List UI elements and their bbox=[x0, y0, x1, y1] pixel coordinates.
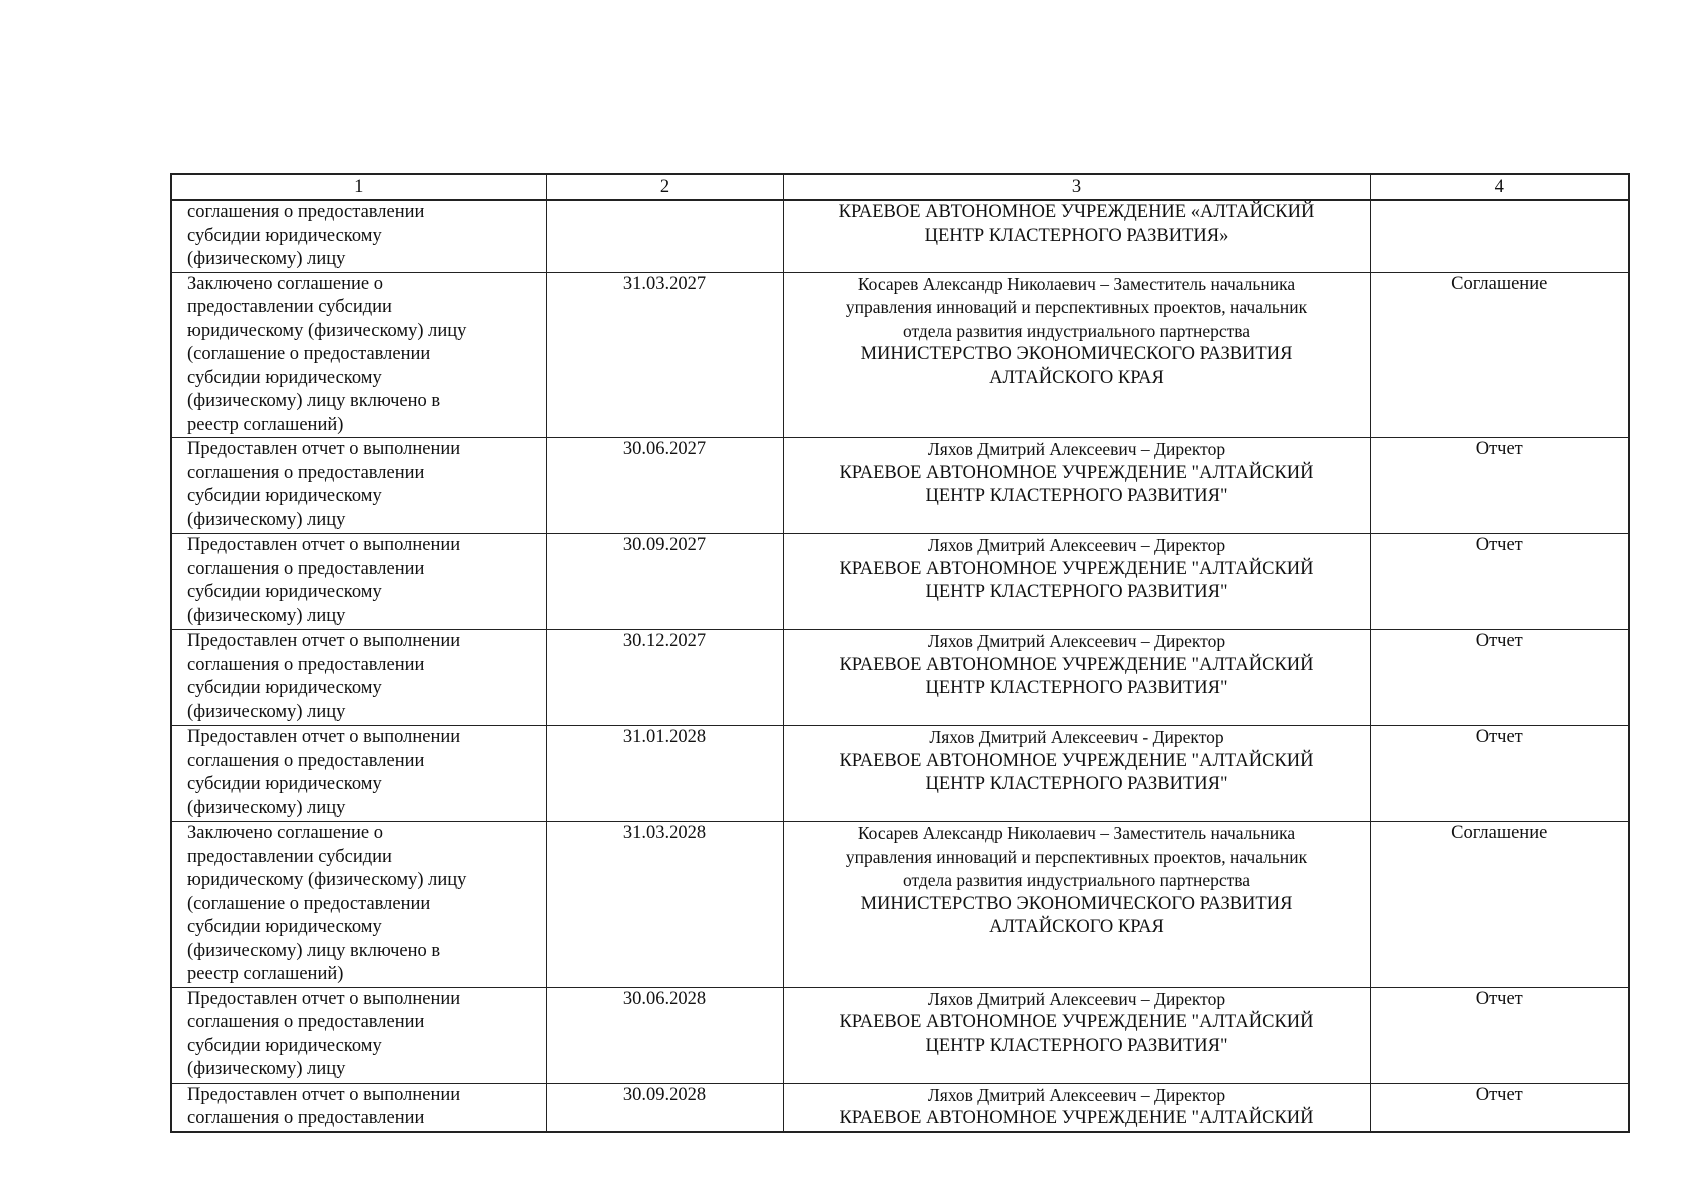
status-text-line: соглашения о предоставлении bbox=[187, 462, 425, 483]
status-text-line: юридическому (физическому) лицу bbox=[187, 320, 467, 341]
status-text-line: Предоставлен отчет о выполнении bbox=[187, 727, 461, 747]
responsible-cell bbox=[783, 630, 1370, 726]
responsible-person-line: Ляхов Дмитрий Алексеевич – Директор bbox=[927, 631, 1226, 651]
document-type: Отчет bbox=[1475, 727, 1523, 747]
due-date: 30.09.2028 bbox=[622, 1084, 707, 1105]
document-type-cell bbox=[1370, 726, 1629, 822]
date-cell bbox=[546, 822, 783, 988]
status-cell bbox=[171, 534, 546, 630]
status-text-line: (соглашение о предоставлении bbox=[187, 893, 431, 914]
document-type-cell bbox=[1370, 822, 1629, 988]
organization-line: КРАЕВОЕ АВТОНОМНОЕ УЧРЕЖДЕНИЕ "АЛТАЙСКИЙ bbox=[839, 462, 1314, 483]
status-text-line: Предоставлен отчет о выполнении bbox=[187, 439, 461, 459]
date-cell bbox=[546, 987, 783, 1083]
organization-line: АЛТАЙСКОГО КРАЯ bbox=[989, 917, 1164, 937]
status-text-line: субсидии юридическому bbox=[187, 367, 382, 388]
status-text-line: соглашения о предоставлении bbox=[187, 750, 425, 771]
control-points-table bbox=[170, 173, 1630, 1133]
status-text-line: Заключено соглашение о bbox=[187, 823, 384, 843]
status-text-line: (физическому) лицу bbox=[187, 509, 346, 530]
table-row bbox=[171, 272, 1629, 438]
due-date: 30.06.2028 bbox=[622, 988, 707, 1009]
date-cell bbox=[546, 438, 783, 534]
document-type: Отчет bbox=[1475, 988, 1523, 1009]
date-cell bbox=[546, 534, 783, 630]
date-cell bbox=[546, 272, 783, 438]
status-text-line: реестр соглашений) bbox=[187, 964, 344, 984]
organization-line: ЦЕНТР КЛАСТЕРНОГО РАЗВИТИЯ" bbox=[925, 678, 1228, 698]
status-cell bbox=[171, 200, 546, 272]
responsible-person-line: Ляхов Дмитрий Алексеевич – Директор bbox=[927, 535, 1226, 555]
document-type-cell bbox=[1370, 1083, 1629, 1132]
status-cell bbox=[171, 822, 546, 988]
status-text-line: (физическому) лицу bbox=[187, 701, 346, 722]
status-cell bbox=[171, 272, 546, 438]
due-date: 30.06.2027 bbox=[622, 439, 707, 459]
status-text-line: предоставлении субсидии bbox=[187, 297, 392, 317]
status-text-line: Предоставлен отчет о выполнении bbox=[187, 535, 461, 555]
status-text-line: субсидии юридическому bbox=[187, 225, 382, 246]
responsible-person-line: Ляхов Дмитрий Алексеевич – Директор bbox=[927, 988, 1226, 1009]
table-row bbox=[171, 200, 1629, 272]
status-text-line: субсидии юридическому bbox=[187, 917, 382, 937]
status-text-line: соглашения о предоставлении bbox=[187, 558, 425, 579]
column-number-2: 2 bbox=[546, 174, 783, 200]
date-cell bbox=[546, 630, 783, 726]
status-text-line: (физическому) лицу bbox=[187, 797, 346, 818]
status-text-line: соглашения о предоставлении bbox=[187, 654, 425, 675]
document-type: Соглашение bbox=[1451, 823, 1548, 843]
status-text-line: Предоставлен отчет о выполнении bbox=[187, 988, 461, 1009]
responsible-person-line: Ляхов Дмитрий Алексеевич - Директор bbox=[929, 727, 1224, 747]
status-text-line: соглашения о предоставлении bbox=[187, 202, 425, 222]
organization-line: КРАЕВОЕ АВТОНОМНОЕ УЧРЕЖДЕНИЕ "АЛТАЙСКИЙ bbox=[839, 654, 1314, 675]
status-text-line: Заключено соглашение о bbox=[187, 273, 384, 294]
responsible-person-line: управления инноваций и перспективных проектов, начальник bbox=[845, 297, 1308, 317]
responsible-cell bbox=[783, 987, 1370, 1083]
responsible-person-line: отдела развития индустриального партнерства bbox=[902, 320, 1251, 341]
document-type: Отчет bbox=[1475, 535, 1523, 555]
document-type-cell bbox=[1370, 200, 1629, 272]
status-text-line: Предоставлен отчет о выполнении bbox=[187, 631, 461, 651]
status-text-line: (физическому) лицу bbox=[187, 1059, 346, 1079]
organization-line: КРАЕВОЕ АВТОНОМНОЕ УЧРЕЖДЕНИЕ "АЛТАЙСКИЙ bbox=[839, 1012, 1314, 1032]
responsible-cell bbox=[783, 1083, 1370, 1132]
status-text-line: юридическому (физическому) лицу bbox=[187, 870, 467, 890]
responsible-cell bbox=[783, 438, 1370, 534]
responsible-person-line: Косарев Александр Николаевич – Заместитель начальника bbox=[857, 823, 1296, 843]
status-text-line: предоставлении субсидии bbox=[187, 846, 392, 867]
responsible-cell bbox=[783, 534, 1370, 630]
due-date: 31.03.2028 bbox=[622, 823, 707, 843]
organization-line: МИНИСТЕРСТВО ЭКОНОМИЧЕСКОГО РАЗВИТИЯ bbox=[860, 344, 1293, 364]
column-number-3: 3 bbox=[783, 174, 1370, 200]
document-type-cell bbox=[1370, 438, 1629, 534]
due-date: 30.09.2027 bbox=[622, 535, 707, 555]
responsible-person-line: отдела развития индустриального партнерства bbox=[902, 870, 1251, 890]
status-cell bbox=[171, 630, 546, 726]
responsible-person-line: Ляхов Дмитрий Алексеевич – Директор bbox=[927, 1084, 1226, 1105]
responsible-cell bbox=[783, 272, 1370, 438]
table-row bbox=[171, 438, 1629, 534]
organization-line: ЦЕНТР КЛАСТЕРНОГО РАЗВИТИЯ" bbox=[925, 774, 1228, 794]
due-date: 31.03.2027 bbox=[622, 273, 707, 294]
responsible-cell bbox=[783, 726, 1370, 822]
table-row bbox=[171, 987, 1629, 1083]
responsible-person-line: управления инноваций и перспективных проектов, начальник bbox=[845, 846, 1308, 867]
organization-line: КРАЕВОЕ АВТОНОМНОЕ УЧРЕЖДЕНИЕ "АЛТАЙСКИЙ bbox=[839, 1108, 1314, 1128]
document-type-cell bbox=[1370, 630, 1629, 726]
due-date: 31.01.2028 bbox=[622, 727, 707, 747]
status-text-line: (физическому) лицу bbox=[187, 605, 346, 626]
table-row bbox=[171, 1083, 1629, 1132]
status-cell bbox=[171, 1083, 546, 1132]
organization-line: КРАЕВОЕ АВТОНОМНОЕ УЧРЕЖДЕНИЕ "АЛТАЙСКИЙ bbox=[839, 558, 1314, 579]
organization-line: АЛТАЙСКОГО КРАЯ bbox=[989, 367, 1164, 388]
status-text-line: Предоставлен отчет о выполнении bbox=[187, 1084, 461, 1105]
status-cell bbox=[171, 726, 546, 822]
status-text-line: соглашения о предоставлении bbox=[187, 1012, 425, 1032]
date-cell bbox=[546, 200, 783, 272]
table-row bbox=[171, 630, 1629, 726]
date-cell bbox=[546, 726, 783, 822]
status-cell bbox=[171, 438, 546, 534]
due-date: 30.12.2027 bbox=[622, 631, 707, 651]
responsible-person-line: Ляхов Дмитрий Алексеевич – Директор bbox=[927, 439, 1226, 459]
document-type: Соглашение bbox=[1451, 273, 1548, 294]
responsible-cell bbox=[783, 200, 1370, 272]
table-body bbox=[171, 200, 1629, 1132]
document-type-cell bbox=[1370, 272, 1629, 438]
document-type-cell bbox=[1370, 987, 1629, 1083]
status-text-line: субсидии юридическому bbox=[187, 582, 382, 602]
status-text-line: соглашения о предоставлении bbox=[187, 1108, 425, 1128]
organization-line: КРАЕВОЕ АВТОНОМНОЕ УЧРЕЖДЕНИЕ "АЛТАЙСКИЙ bbox=[839, 750, 1314, 771]
status-text-line: (соглашение о предоставлении bbox=[187, 344, 431, 364]
document-type: Отчет bbox=[1475, 439, 1523, 459]
document-type-cell bbox=[1370, 534, 1629, 630]
organization-line: ЦЕНТР КЛАСТЕРНОГО РАЗВИТИЯ" bbox=[925, 582, 1228, 602]
document-type: Отчет bbox=[1475, 1084, 1523, 1105]
status-text-line: реестр соглашений) bbox=[187, 414, 344, 435]
column-number-1: 1 bbox=[171, 174, 546, 200]
table-row bbox=[171, 726, 1629, 822]
status-text-line: (физическому) лицу включено в bbox=[187, 940, 441, 961]
column-number-row bbox=[171, 174, 1629, 200]
status-text-line: субсидии юридическому bbox=[187, 774, 382, 794]
column-number-4: 4 bbox=[1370, 174, 1629, 200]
organization-line: МИНИСТЕРСТВО ЭКОНОМИЧЕСКОГО РАЗВИТИЯ bbox=[860, 893, 1293, 914]
organization-line: ЦЕНТР КЛАСТЕРНОГО РАЗВИТИЯ» bbox=[924, 225, 1229, 246]
table-row bbox=[171, 822, 1629, 988]
table-row bbox=[171, 534, 1629, 630]
responsible-cell bbox=[783, 822, 1370, 988]
status-text-line: субсидии юридическому bbox=[187, 678, 382, 698]
status-cell bbox=[171, 987, 546, 1083]
organization-line: КРАЕВОЕ АВТОНОМНОЕ УЧРЕЖДЕНИЕ «АЛТАЙСКИЙ bbox=[838, 202, 1315, 222]
status-text-line: (физическому) лицу bbox=[187, 249, 346, 269]
organization-line: ЦЕНТР КЛАСТЕРНОГО РАЗВИТИЯ" bbox=[925, 486, 1228, 506]
document-type: Отчет bbox=[1475, 631, 1523, 651]
organization-line: ЦЕНТР КЛАСТЕРНОГО РАЗВИТИЯ" bbox=[925, 1035, 1228, 1056]
status-text-line: (физическому) лицу включено в bbox=[187, 391, 441, 411]
date-cell bbox=[546, 1083, 783, 1132]
responsible-person-line: Косарев Александр Николаевич – Заместитель начальника bbox=[857, 273, 1296, 294]
status-text-line: субсидии юридическому bbox=[187, 1035, 382, 1056]
status-text-line: субсидии юридическому bbox=[187, 486, 382, 506]
